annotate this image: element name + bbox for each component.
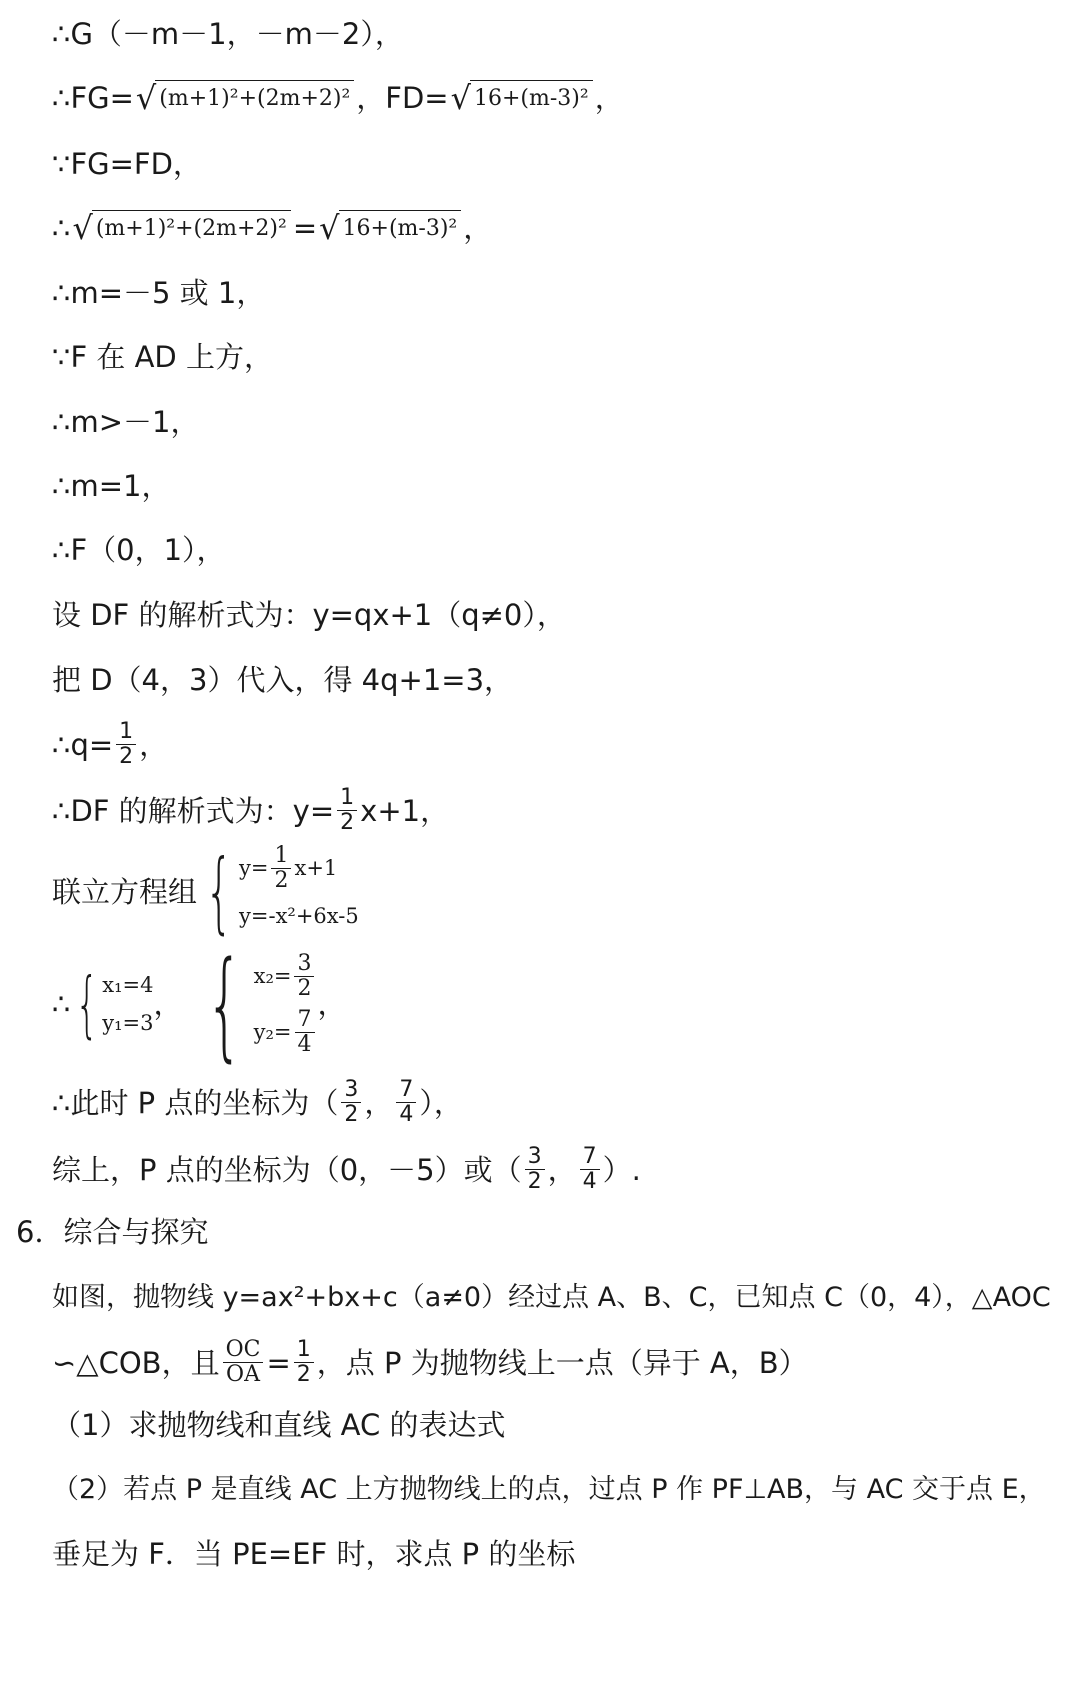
line-system — [52, 842, 359, 942]
numerator: 3 — [341, 1078, 361, 1103]
text: ∴G（－m－1，－m－2）， — [52, 17, 404, 51]
numerator: 1 — [337, 786, 357, 811]
text: ， — [364, 1085, 394, 1120]
brace: { — [205, 935, 243, 1073]
denominator: 4 — [399, 1102, 414, 1127]
text: 设 DF 的解析式为：y=qx+1（q≠0）， — [52, 598, 566, 632]
system-row — [239, 844, 359, 892]
numerator: 7 — [580, 1145, 600, 1170]
line-f-above-ad — [52, 337, 273, 377]
line-conclusion — [52, 1145, 641, 1194]
fraction — [271, 844, 291, 893]
text: 联立方程组 — [52, 875, 198, 909]
text: 把 D（4，3）代入，得 4q+1=3， — [52, 663, 514, 697]
solution-system-2 — [193, 935, 318, 1073]
sqrt-expression: √ 16+(m-3)² — [319, 210, 461, 246]
text: ∴q= — [52, 727, 114, 762]
text: ，FD= — [356, 81, 449, 115]
denominator: 2 — [119, 744, 134, 769]
system-rows — [102, 966, 153, 1042]
text: （2）若点 P 是直线 AC 上方抛物线上的点，过点 P 作 PF⊥AB，与 AC 交于点 E， — [52, 1474, 1046, 1505]
question-6-part-1 — [52, 1405, 505, 1445]
text: ∴m=1， — [52, 469, 171, 503]
system-row — [239, 892, 359, 940]
brace: { — [75, 962, 99, 1046]
denominator: 2 — [527, 1169, 542, 1194]
text: 综上，P 点的坐标为（0，－5）或（ — [52, 1152, 522, 1187]
fraction — [294, 1338, 314, 1387]
system-row — [254, 948, 318, 1004]
text: ∵FG=FD， — [52, 147, 202, 181]
text: ， — [547, 1152, 577, 1187]
text: y₁=3 — [102, 1011, 154, 1035]
text: 如图，抛物线 y=ax²+bx+c（a≠0）经过点 A、B、C，已知点 C（0，4），△AOC — [52, 1282, 1051, 1313]
text: ∴m>－1， — [52, 405, 200, 439]
numerator: 7 — [295, 1008, 315, 1033]
radicand: (m+1)²+(2m+2)² — [155, 80, 354, 116]
denominator: 2 — [297, 975, 312, 1001]
text: ，点 P 为抛物线上一点（异于 A，B） — [316, 1345, 808, 1380]
text: = — [292, 211, 318, 245]
text: ∴ — [52, 211, 71, 245]
line-m-values — [52, 273, 265, 313]
denominator: 2 — [340, 810, 355, 835]
text: y₂= — [253, 1020, 292, 1044]
system-rows — [254, 948, 318, 1060]
denominator: 2 — [344, 1102, 359, 1127]
line-m-eq-1 — [52, 466, 170, 506]
question-6-part-2-cont — [52, 1534, 575, 1574]
fraction — [337, 786, 357, 835]
text: ， — [594, 81, 624, 115]
denominator: OA — [226, 1362, 260, 1387]
text: ， — [317, 987, 347, 1021]
denominator: 2 — [296, 1362, 311, 1387]
question-6-line-1 — [52, 1278, 1051, 1318]
text: 6．综合与探究 — [16, 1215, 209, 1249]
text: x₂= — [253, 964, 292, 988]
fraction — [116, 720, 136, 769]
text: ∽△COB，且 — [52, 1345, 220, 1380]
numerator: OC — [223, 1338, 264, 1363]
text: x₁=4 — [102, 973, 154, 997]
sqrt-expression: √ (m+1)²+(2m+2)² — [136, 80, 354, 116]
radicand: (m+1)²+(2m+2)² — [92, 210, 291, 246]
text: ， — [463, 211, 493, 245]
text: x+1， — [360, 793, 450, 828]
fraction — [396, 1078, 416, 1127]
text: ∴m=－5 或 1， — [52, 276, 266, 310]
denominator: 4 — [297, 1031, 312, 1057]
numerator: 3 — [294, 952, 314, 977]
text: ）， — [419, 1085, 463, 1120]
text: （1）求抛物线和直线 AC 的表达式 — [52, 1408, 506, 1442]
line-df-form — [52, 595, 566, 635]
text: y=-x²+6x-5 — [239, 904, 359, 928]
system-row — [254, 1004, 318, 1060]
text: x+1 — [294, 856, 338, 880]
line-fg-fd — [52, 78, 624, 118]
line-m-gt — [52, 402, 199, 442]
line-p-coords — [52, 1078, 463, 1127]
numerator: 7 — [396, 1078, 416, 1103]
text: ∴DF 的解析式为：y= — [52, 793, 335, 828]
sqrt-expression: √ 16+(m-3)² — [451, 80, 593, 116]
text: = — [266, 1345, 291, 1380]
text: ）. — [602, 1152, 641, 1187]
fraction — [341, 1078, 361, 1127]
denominator: 4 — [582, 1169, 597, 1194]
line-df-expression — [52, 786, 449, 835]
question-6-part-2 — [52, 1470, 1046, 1510]
line-substitute-d — [52, 660, 513, 700]
radicand: 16+(m-3)² — [470, 80, 593, 116]
sqrt-expression: √ (m+1)²+(2m+2)² — [72, 210, 290, 246]
text: ∴此时 P 点的坐标为（ — [52, 1085, 339, 1120]
line-fg-eq-fd — [52, 144, 202, 184]
text: ， — [153, 987, 183, 1021]
line-f-point — [52, 530, 226, 570]
numerator: 3 — [525, 1145, 545, 1170]
fraction — [525, 1145, 545, 1194]
text: ∴FG= — [52, 81, 134, 115]
question-6-line-2 — [52, 1338, 808, 1387]
equation-system — [197, 840, 359, 943]
line-sqrt-equation — [52, 208, 492, 248]
numerator: 1 — [271, 844, 291, 869]
numerator: 1 — [294, 1338, 314, 1363]
radicand: 16+(m-3)² — [339, 210, 462, 246]
fraction — [223, 1338, 264, 1387]
line-q-value — [52, 720, 168, 769]
line-g-coords — [52, 14, 404, 54]
system-rows — [239, 844, 359, 940]
numerator: 1 — [116, 720, 136, 745]
text: y= — [239, 856, 269, 880]
brace: { — [205, 840, 234, 943]
fraction — [580, 1145, 600, 1194]
text: ∴F（0，1）， — [52, 533, 226, 567]
line-solutions — [52, 935, 347, 1073]
question-6-title — [16, 1212, 208, 1252]
text: ， — [139, 727, 169, 762]
denominator: 2 — [274, 867, 289, 893]
text: ∵F 在 AD 上方， — [52, 340, 273, 374]
text: ∴ — [52, 987, 71, 1021]
fraction — [294, 952, 314, 1001]
fraction — [295, 1008, 315, 1057]
text: 垂足为 F．当 PE=EF 时，求点 P 的坐标 — [52, 1537, 576, 1571]
solution-system-1 — [70, 962, 154, 1046]
